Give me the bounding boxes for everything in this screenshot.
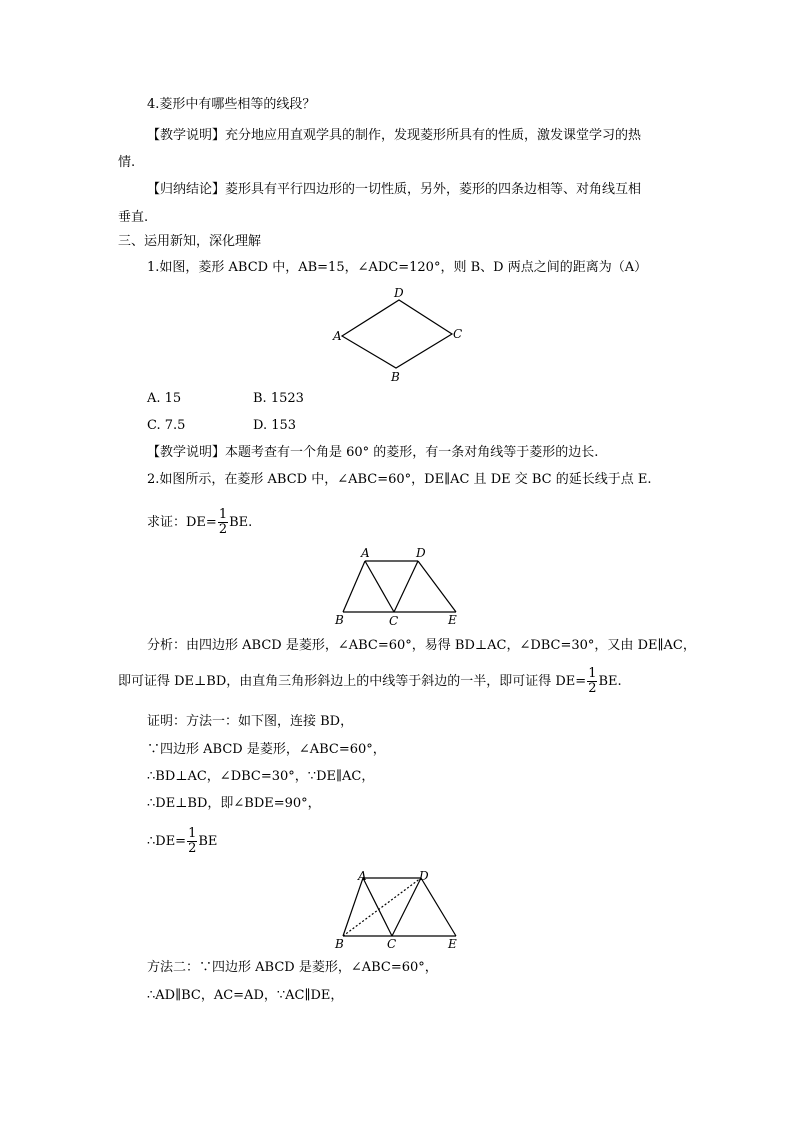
rhombus-figure-3 — [328, 866, 468, 952]
question-4: 4.菱形中有哪些相等的线段？ — [147, 97, 316, 112]
method-2-line1: 方法二：∵四边形 ABCD 是菱形，∠ABC=60°， — [147, 960, 438, 975]
fig3-label-d: D — [419, 869, 429, 883]
fig3-label-e: E — [448, 937, 457, 951]
proof-step-3: ∴DE⊥BD，即∠BDE=90°， — [147, 796, 321, 811]
rhombus-figure-1 — [320, 282, 470, 387]
problem-1: 1.如图，菱形 ABCD 中，AB=15，∠ADC=120°，则 B、D 两点之间的距离为（A） — [147, 260, 648, 275]
option-b: B. 1523 — [253, 391, 304, 406]
conclusion-line1: 【归纳结论】菱形具有平行四边形的一切性质，另外，菱形的四条边相等、对角线互相 — [147, 182, 642, 197]
fig1-label-c: C — [453, 327, 463, 341]
fig3-label-b: B — [335, 937, 344, 951]
fig1-label-a: A — [333, 329, 342, 343]
option-c: C. 7.5 — [147, 418, 186, 433]
proof-step-2: ∴BD⊥AC，∠DBC=30°，∵DE∥AC， — [147, 769, 375, 784]
method-2-line2: ∴AD∥BC，AC=AD，∵AC∥DE， — [147, 988, 344, 1003]
section-3-heading: 三、运用新知，深化理解 — [118, 234, 262, 249]
fig3-label-c: C — [387, 937, 397, 951]
fraction-one-half: $\frac{1}{2}$ — [188, 826, 197, 856]
conclusion-line2: 垂直. — [118, 210, 149, 225]
fig2-label-e: E — [448, 613, 457, 627]
teaching-note-2: 【教学说明】本题考查有一个角是 60° 的菱形，有一条对角线等于菱形的边长. — [147, 445, 599, 460]
rhombus-figure-2 — [330, 544, 470, 630]
option-a: A. 15 — [147, 391, 182, 406]
fig2-label-d: D — [416, 546, 426, 560]
analysis-line2: 即可证得 DE⊥BD，由直角三角形斜边上的中线等于斜边的一半，即可证得 DE= $\frac{1}{2}$ BE. — [118, 666, 622, 696]
fig3-label-a: A — [358, 869, 367, 883]
proof-step-1: ∵四边形 ABCD 是菱形，∠ABC=60°， — [147, 742, 386, 757]
problem-2: 2.如图所示，在菱形 ABCD 中，∠ABC=60°，DE∥AC 且 DE 交 BC 的延长线于点 E. — [147, 472, 652, 487]
fig1-label-d: D — [394, 286, 404, 300]
fig1-label-b: B — [391, 370, 400, 384]
fraction-one-half: $\frac{1}{2}$ — [218, 507, 228, 537]
proof-step-4: ∴DE= $\frac{1}{2}$ BE — [147, 826, 218, 856]
analysis-line1: 分析：由四边形 ABCD 是菱形，∠ABC=60°，易得 BD⊥AC，∠DBC=30°，又由 DE∥AC， — [147, 638, 696, 653]
fig2-label-b: B — [335, 613, 344, 627]
prove-statement: 求证：DE= $\frac{1}{2}$ BE. — [147, 507, 253, 537]
fraction-one-half: $\frac{1}{2}$ — [588, 666, 597, 696]
option-d: D. 153 — [253, 418, 297, 433]
fig2-label-a: A — [361, 546, 370, 560]
teaching-note-1-line2: 情. — [118, 155, 136, 170]
teaching-note-1-line1: 【教学说明】充分地应用直观学具的制作，发现菱形所具有的性质，激发课堂学习的热 — [147, 128, 642, 143]
proof-intro: 证明：方法一：如下图，连接 BD， — [147, 714, 354, 729]
fig2-label-c: C — [389, 614, 399, 628]
